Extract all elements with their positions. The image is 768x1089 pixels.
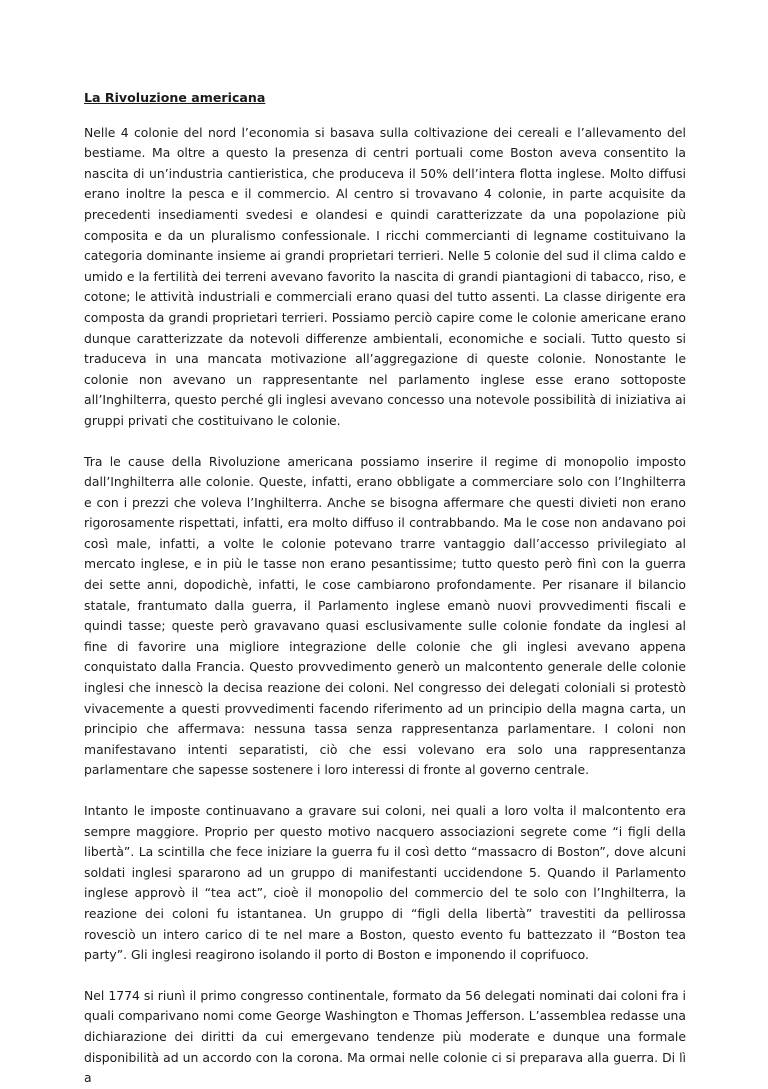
paragraph-causes-revolution: Tra le cause della Rivoluzione americana possiamo inserire il regime di monopolio imposto dall’Inghilterra alle colonie. Queste, infatti, erano obbligate a commerciare solo con l’Inghilterra e con i prezzi che voleva l’Inghilterra. Anche se bisogna affermare che questi divieti non erano rigorosamente rispettati, infatti, era molto diffuso il contrabbando. Ma le cose non andavano poi così male, infatti, a volte le colonie potevano trarre vantaggio dall’accesso privilegiato al mercato inglese, e in più le tasse non erano pesantissime; tutto questo però finì con la guerra dei sette anni, dopodichè, infatti, le cose cambiarono profondamente. Per risanare il bilancio statale, frantumato dalla guerra, il Parlamento inglese emanò nuovi provvedimenti fiscali e quindi tasse; queste però gravavano quasi esclusivamente sulle colonie fondate da inglesi al fine di favorire una migliore integrazione delle colonie che gli inglesi avevano appena conquistato dalla Francia. Questo provvedimento generò un malcontento generale delle colonie inglesi che innescò la decisa reazione dei coloni. Nel congresso dei delegati coloniali si protestò vivacemente a questi provvedimenti facendo riferimento ad un principio della magna carta, un principio che affermava: nessuna tassa senza rappresentanza parlamentare. I coloni non manifestavano intenti separatisti, ciò che essi volevano era solo una rappresentanza parlamentare che sapesse sostenere i loro interessi di fronte al governo centrale. [84,453,686,778]
document-title: La Rivoluzione americana [84,90,266,105]
paragraph-continental-congress: Nel 1774 si riunì il primo congresso continentale, formato da 56 delegati nominati dai coloni fra i quali comparivano nomi come George Washington e Thomas Jefferson. L’assemblea redasse una dichiarazione dei diritti da cui emergevano tendenze più moderate e dunque una formale disponibilità ad un accordo con la corona. Ma ormai nelle colonie ci si preparava alla guerra. Di lì a [84,987,686,1086]
paragraph-boston-events: Intanto le imposte continuavano a gravare sui coloni, nei quali a loro volta il malcontento era sempre maggiore. Proprio per questo motivo nacquero associazioni segrete come “i figli della libertà”. La scintilla che fece iniziare la guerra fu il così detto “massacro di Boston”, dove alcuni soldati inglesi spararono ad un gruppo di manifestanti uccidendone 5. Quando il Parlamento inglese approvò il “tea act”, cioè il monopolio del commercio del te solo con l’Inghilterra, la reazione dei coloni fu istantanea. Un gruppo di “figli della libertà” travestiti da pellirossa rovesciò un intero carico di te nel mare a Boston, questo evento fu battezzato il “Boston tea party”. Gli inglesi reagirono isolando il porto di Boston e imponendo il coprifuoco. [84,803,686,963]
document-page [84,88,686,1089]
paragraph-colonies-economy: Nelle 4 colonie del nord l’economia si basava sulla coltivazione dei cereali e l’allevamento del bestiame. Ma oltre a questo la presenza di centri portuali come Boston aveva consentito la nascita di un’industria cantieristica, che produceva il 50% dell’intera flotta inglese. Molto diffusi erano inoltre la pesca e il commercio. Al centro si trovavano 4 colonie, in parte acquisite da precedenti insediamenti svedesi e olandesi e quindi caratterizzate da una popolazione più composita e da un pluralismo confessionale. I ricchi commercianti di legname costituivano la categoria dominante insieme ai grandi proprietari terrieri. Nelle 5 colonie del sud il clima caldo e umido e la fertilità dei terreni avevano favorito la nascita di grandi piantagioni di tabacco, riso, e cotone; le attività industriali e commerciali erano quasi del tutto assenti. La classe dirigente era composta da grandi proprietari terrieri. Possiamo perciò capire come le colonie americane erano dunque caratterizzate da notevoli differenze ambientali, economiche e sociali. Tutto questo si traduceva in una mancata motivazione all’aggregazione di queste colonie. Nonostante le colonie non avevano un rappresentante nel parlamento inglese esse erano sottoposte all’Inghilterra, questo perché gli inglesi avevano concesso una notevole possibilità di iniziativa ai gruppi privati che costituivano le colonie. [84,124,686,428]
